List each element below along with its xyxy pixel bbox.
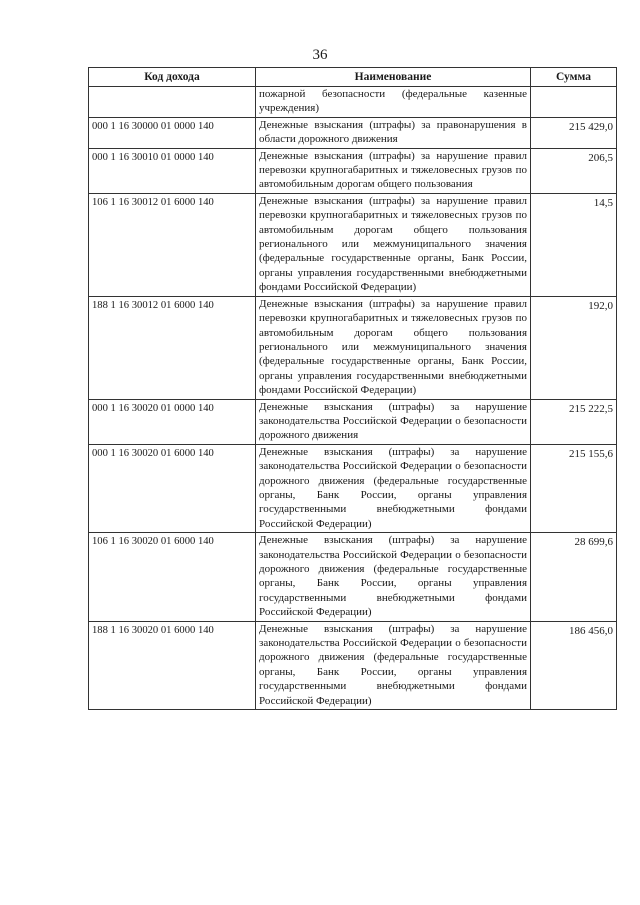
income-code-cell: 106 1 16 30020 01 6000 140 [89,533,256,621]
table-row [89,193,617,296]
income-code-cell: 188 1 16 30020 01 6000 140 [89,621,256,709]
name-cell: Денежные взыскания (штрафы) за нарушение законодательства Российской Федерации о безопасности дорожного движения (федеральные государственные органы, Банк России, органы управления государственными внебюджетными фондами Российской Федерации) [256,621,531,709]
name-cell: Денежные взыскания (штрафы) за нарушение правил перевозки крупногабаритных и тяжеловесных грузов по автомобильным дорогам общего пользования [256,148,531,193]
name-cell: Денежные взыскания (штрафы) за нарушение правил перевозки крупногабаритных и тяжеловесных грузов по автомобильным дорогам общего пользования регионального или межмуниципального значения (федеральные государственные органы, Банк России, органы управления государственными внебюджетными фондами Российской Федерации) [256,193,531,296]
sum-cell: 215 222,5 [531,399,617,444]
header-sum: Сумма [531,68,617,87]
income-code-cell: 106 1 16 30012 01 6000 140 [89,193,256,296]
income-code-cell: 000 1 16 30010 01 0000 140 [89,148,256,193]
income-code-cell: 000 1 16 30020 01 0000 140 [89,399,256,444]
table-row [89,444,617,532]
name-cell: Денежные взыскания (штрафы) за нарушение законодательства Российской Федерации о безопасности дорожного движения (федеральные государственные органы, Банк России, органы управления государственными внебюджетными фондами Российской Федерации) [256,533,531,621]
name-cell: Денежные взыскания (штрафы) за нарушение правил перевозки крупногабаритных и тяжеловесных грузов по автомобильным дорогам общего пользования регионального или межмуниципального значения (федеральные государственные органы, Банк России, органы управления государственными внебюджетными фондами Российской Федерации) [256,296,531,399]
sum-cell: 28 699,6 [531,533,617,621]
name-cell: Денежные взыскания (штрафы) за нарушение законодательства Российской Федерации о безопасности дорожного движения (федеральные государственные органы, Банк России, органы управления государственными внебюджетными фондами Российской Федерации) [256,444,531,532]
income-code-cell: 188 1 16 30012 01 6000 140 [89,296,256,399]
income-code-cell: 000 1 16 30020 01 6000 140 [89,444,256,532]
sum-cell: 14,5 [531,193,617,296]
sum-cell [531,87,617,118]
table-row [89,117,617,148]
header-income-code: Код дохода [89,68,256,87]
table-row [89,399,617,444]
table-row [89,621,617,709]
table-header-row [89,68,617,87]
name-cell: Денежные взыскания (штрафы) за правонарушения в области дорожного движения [256,117,531,148]
sum-cell: 186 456,0 [531,621,617,709]
income-code-cell: 000 1 16 30000 01 0000 140 [89,117,256,148]
header-name: Наименование [256,68,531,87]
table-row [89,533,617,621]
page-number: 36 [312,47,328,63]
revenue-table [88,67,617,710]
table-row [89,87,617,118]
income-code-cell [89,87,256,118]
sum-cell: 215 429,0 [531,117,617,148]
table-row [89,296,617,399]
name-cell: Денежные взыскания (штрафы) за нарушение законодательства Российской Федерации о безопасности дорожного движения [256,399,531,444]
name-cell: пожарной безопасности (федеральные казенные учреждения) [256,87,531,118]
sum-cell: 215 155,6 [531,444,617,532]
table-row [89,148,617,193]
sum-cell: 206,5 [531,148,617,193]
sum-cell: 192,0 [531,296,617,399]
